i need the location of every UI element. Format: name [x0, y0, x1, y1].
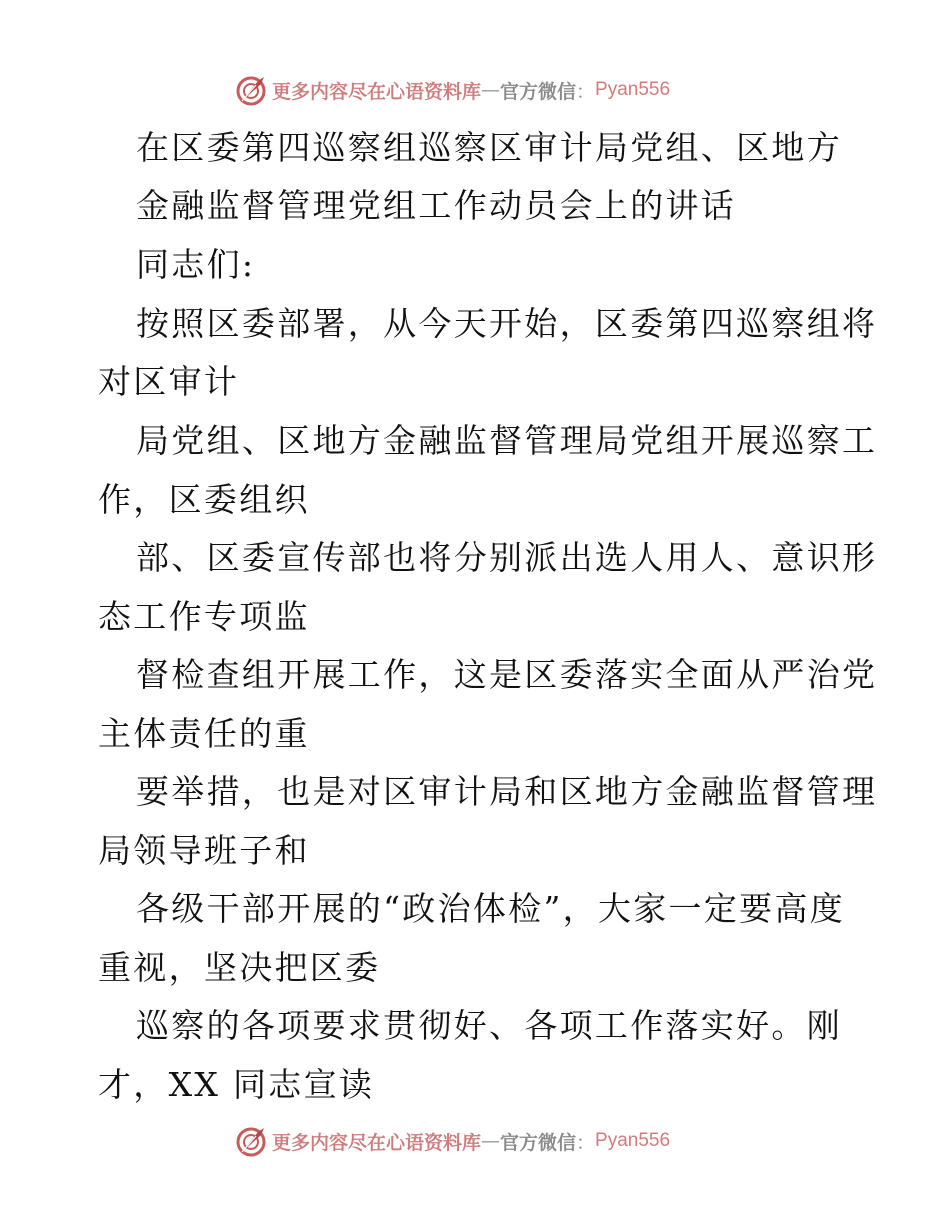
body-line: 态工作专项监: [98, 597, 310, 636]
body-line: 各级干部开展的“政治体检”，大家一定要高度: [136, 889, 846, 928]
body-line: 才，XX 同志宣读: [98, 1065, 375, 1104]
title-line-1: 在区委第四巡察组巡察区审计局党组、区地方: [136, 128, 842, 167]
watermark-colon: ：: [576, 1131, 596, 1154]
watermark-main-text: 更多内容尽在心语资料库: [272, 1131, 482, 1154]
watermark-main-text: 更多内容尽在心语资料库: [272, 80, 482, 103]
salutation: 同志们:: [136, 245, 256, 284]
feather-pen-logo-icon: [234, 1124, 268, 1158]
watermark-wechat-label: 官方微信: [500, 80, 577, 103]
body-line: 局党组、区地方金融监督管理局党组开展巡察工: [136, 421, 878, 460]
watermark-wechat-label: 官方微信: [500, 1131, 577, 1154]
feather-pen-logo-icon: [234, 73, 268, 107]
body-line: 督检查组开展工作，这是区委落实全面从严治党: [136, 655, 878, 694]
body-line: 要举措，也是对区审计局和区地方金融监督管理: [136, 772, 878, 811]
body-line: 巡察的各项要求贯彻好、各项工作落实好。刚: [136, 1006, 842, 1045]
body-line: 按照区委部署，从今天开始，区委第四巡察组将: [136, 304, 878, 343]
body-line: 主体责任的重: [98, 714, 310, 753]
body-line: 部、区委宣传部也将分别派出选人用人、意识形: [136, 538, 878, 577]
watermark-wechat-id: Pyan556: [595, 1130, 671, 1151]
body-line: 对区审计: [98, 362, 240, 401]
footer-watermark: [234, 1123, 670, 1159]
body-line: 重视，坚决把区委: [98, 948, 381, 987]
title-line-2: 金融监督管理党组工作动员会上的讲话: [136, 186, 737, 225]
watermark-colon: ：: [576, 80, 596, 103]
header-watermark: [234, 72, 670, 108]
watermark-separator: —: [481, 79, 501, 101]
watermark-separator: —: [481, 1130, 501, 1152]
body-line: 作，区委组织: [98, 480, 310, 519]
watermark-wechat-id: Pyan556: [595, 79, 671, 100]
body-line: 局领导班子和: [98, 831, 310, 870]
